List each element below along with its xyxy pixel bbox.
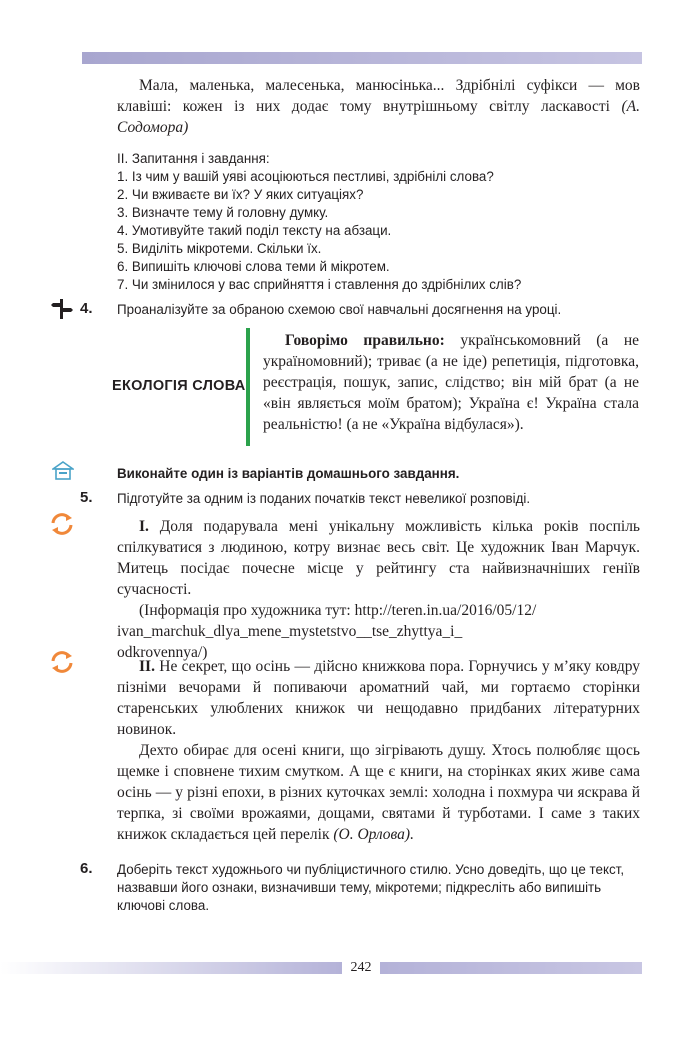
variant2-text-2: Дехто обирає для осені книги, що зігрівають душу. Хтось полюбляє щось щемке і сповнене тихим смутком. А ще є книги, на сторінках яких живе сама осінь — у різні епохи, в різних куточках землі: холодна і похмура чи яскрава й терпка, зі своїми врожаями, дощами, святами й турботами. І саме з таких книжок складається цей перелік (117, 742, 640, 843)
variant2-author: (О. Орлова). (333, 826, 414, 843)
signpost-icon (50, 297, 74, 326)
refresh-icon (48, 648, 76, 681)
variant1-label: I. (139, 518, 149, 535)
questions-heading: II. Запитання і завдання: (117, 151, 270, 166)
variant2-label: II. (139, 658, 155, 675)
task5-text: Підготуйте за одним із поданих початків текст невеликої розповіді. (117, 491, 531, 506)
variant2 (117, 656, 640, 845)
variant1-info-2: ivan_marchuk_dlya_mene_mystetstvo__tse_zhyttya_i_ (117, 623, 463, 640)
home-icon (52, 460, 74, 487)
variant1 (117, 516, 640, 663)
question-item: 1. Із чим у вашій уяві асоціюються пестливі, здрібнілі слова? (117, 169, 494, 184)
question-item: 5. Виділіть мікротеми. Скільки їх. (117, 241, 322, 256)
question-item: 4. Умотивуйте такий поділ тексту на абзаци. (117, 223, 392, 238)
task6-text: Доберіть текст художнього чи публіцистичного стилю. Усно доведіть, що це текст, назвавши його ознаки, визначивши тему, мікротеми; підкресліть або випишіть ключові слова. (117, 862, 625, 913)
ecology-label: ЕКОЛОГІЯ СЛОВА (112, 378, 246, 394)
question-item: 6. Випишіть ключові слова теми й мікротем. (117, 259, 390, 274)
intro-author: (А. Содомора) (117, 98, 640, 136)
task4-text: Проаналізуйте за обраною схемою свої навчальні досягнення на уроці. (117, 302, 562, 317)
task6-number: 6. (80, 860, 93, 877)
variant1-info-3: odkrovennya/) (117, 644, 208, 661)
questions-section (117, 150, 640, 294)
top-decor-bar (82, 52, 642, 64)
task5-number: 5. (80, 489, 93, 506)
question-item: 7. Чи змінилося у вас сприйняття і ставлення до здрібнілих слів? (117, 277, 522, 292)
page-number: 242 (350, 960, 372, 975)
ecology-divider (246, 328, 250, 446)
intro-text: Мала, маленька, малесенька, манюсінька... Здрібнілі суфікси — мов клавіші: кожен із них додає тому внутрішньому світлу ласкавості (117, 77, 640, 115)
variant2-text-1: Не секрет, що осінь — дійсно книжкова пора. Горнучись у м’яку ковдру пізніми вечорами й попиваючи ароматний чай, ми гортаємо сторінки старенських улюблених книжок чи нещодавно придбаних літературних новинок. (117, 658, 641, 738)
refresh-icon (48, 510, 76, 543)
homework-title: Виконайте один із варіантів домашнього завдання. (117, 466, 460, 481)
variant1-text: Доля подарувала мені унікальну можливість кілька років поспіль спілкуватися з людиною, котру визнає весь світ. Це художник Іван Марчук. Митець посідає почесне місце у рейтингу ста найвизначніших геніїв сучасності. (117, 518, 641, 598)
question-item: 2. Чи вживаєте ви їх? У яких ситуаціях? (117, 187, 364, 202)
ecology-lead: Говорімо правильно: (285, 332, 445, 349)
ecology-text (263, 330, 639, 435)
task4-number: 4. (80, 300, 93, 317)
bottom-decor-left (0, 962, 342, 974)
intro-paragraph (117, 75, 640, 138)
question-item: 3. Визначте тему й головну думку. (117, 205, 329, 220)
ecology-body: українськомовний (а не україномовний); триває (а не іде) репетиція, підготовка, реєстрація, пошук, запис, слідство; він мій брат (а не «він являється моїм братом); Україна є! Україна стала реальністю! (а не «Україна відбулася»). (263, 332, 640, 433)
variant1-info-1: (Інформація про художника тут: http://teren.in.ua/2016/05/12/ (139, 602, 537, 619)
bottom-decor-right (380, 962, 642, 974)
